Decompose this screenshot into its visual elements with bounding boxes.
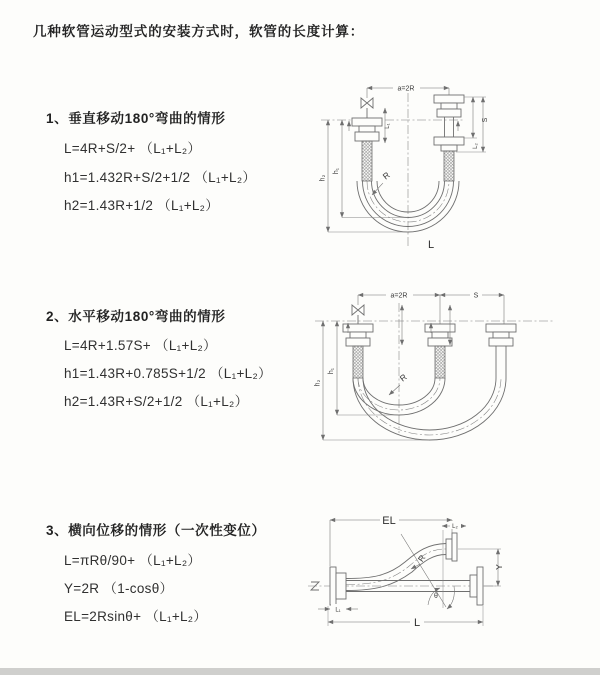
- dimensions: [318, 514, 504, 629]
- page-title: 几种软管运动型式的安装方式时，软管的长度计算：: [33, 24, 365, 39]
- dim-l-label: L: [413, 617, 421, 629]
- left-hose-fitting: [343, 324, 373, 378]
- section-1-formula-h1: h1=1.432R+S/2+1/2 （L₁+L₂）: [64, 170, 257, 185]
- dim-width-label: a=2R: [390, 292, 408, 300]
- dim-el-label: EL: [382, 515, 396, 527]
- right-hose-fitting: [434, 95, 464, 181]
- left-flange-assembly: [330, 567, 346, 605]
- braided-hose-section: [353, 346, 363, 378]
- dim-l1-label: L₁: [335, 607, 341, 614]
- braided-hose-section: [362, 141, 372, 181]
- section-2-formula-L: L=4R+1.57S+ （L₁+L₂）: [64, 338, 217, 353]
- section-2-formula-h2: h2=1.43R+S/2+1/2 （L₁+L₂）: [64, 394, 249, 409]
- section-3-formula-Y: Y=2R （1-cosθ）: [64, 581, 174, 596]
- angle-theta-label: θ: [434, 593, 438, 600]
- section-2-formula-h1: h1=1.43R+0.785S+1/2 （L₁+L₂）: [64, 366, 272, 381]
- upper-flange: [452, 533, 457, 561]
- dim-h2-label: h₂: [319, 174, 327, 182]
- braided-hose-section: [435, 346, 445, 378]
- section-2-heading: 2、水平移动180°弯曲的情形: [46, 309, 226, 324]
- radius-label: R: [415, 552, 428, 564]
- radius-label: R: [380, 169, 392, 182]
- dim-l2-label: L₂: [473, 143, 479, 149]
- right-hose-fitting: [486, 324, 516, 346]
- diagram-horizontal-180-bend: [310, 283, 585, 458]
- hose-u-bends: [353, 346, 506, 440]
- section-1-formula-h2: h2=1.43R+1/2 （L₁+L₂）: [64, 198, 220, 213]
- dim-h2-label: h₂: [314, 379, 322, 387]
- right-flange: [477, 567, 483, 605]
- scan-edge: [0, 668, 600, 675]
- left-hose-fitting: [352, 118, 382, 181]
- length-label: L: [427, 239, 435, 251]
- dim-h1-label: h₁: [328, 367, 335, 375]
- diagram-lateral-displacement: [300, 505, 600, 645]
- valve-symbol: [361, 88, 373, 118]
- straight-pipe-position: [346, 567, 483, 605]
- section-1-heading: 1、垂直移动180°弯曲的情形: [46, 111, 226, 126]
- s-curved-hose: [346, 533, 457, 591]
- dim-y-label: Y: [494, 564, 504, 570]
- section-1-formula-L: L=4R+S/2+ （L₁+L₂）: [64, 141, 202, 156]
- valve-symbol: [352, 295, 364, 324]
- dim-s-label: S: [482, 117, 489, 123]
- section-3-formula-EL: EL=2Rsinθ+ （L₁+L₂）: [64, 609, 208, 624]
- dim-width-label: a=2R: [397, 85, 415, 93]
- dim-l2-label: L₂: [452, 524, 458, 530]
- dim-l1-label: L₁: [385, 123, 391, 129]
- diagram-vertical-180-bend: [315, 75, 505, 255]
- dim-s-label: S: [473, 292, 479, 300]
- radius-label: R: [397, 371, 409, 384]
- left-flange: [330, 567, 336, 605]
- dimensions: [315, 291, 505, 440]
- dim-h1-label: h₁: [333, 167, 340, 175]
- braided-hose-section: [444, 151, 454, 181]
- section-3-heading: 3、横向位移的情形（一次性变位）: [46, 523, 266, 538]
- middle-hose-fitting: [425, 324, 455, 378]
- section-3-formula-L: L=πRθ/90+ （L₁+L₂）: [64, 553, 202, 568]
- dimensions: [320, 83, 490, 251]
